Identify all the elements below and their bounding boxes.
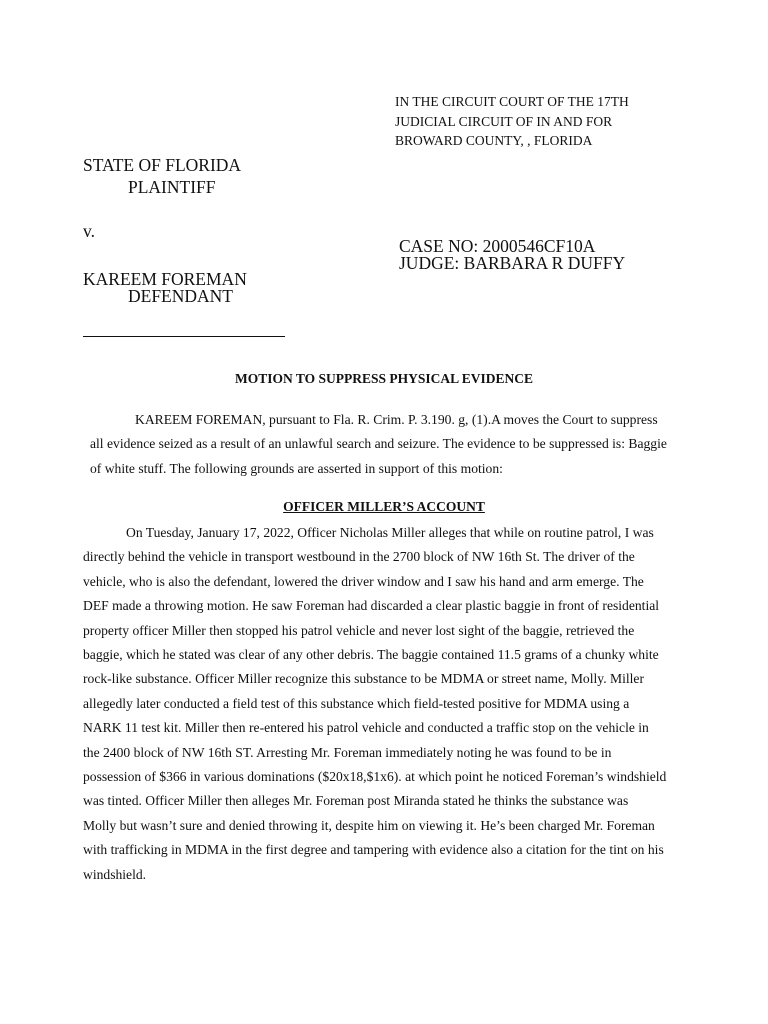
intro-line: all evidence seized as a result of an unlawful search and seizure. The evidence to be suppressed is: Baggie — [90, 436, 667, 452]
court-heading-line: IN THE CIRCUIT COURT OF THE 17TH — [395, 94, 629, 109]
intro-line: of white stuff. The following grounds are asserted in support of this motion: — [90, 460, 503, 476]
account-paragraph — [83, 521, 683, 887]
account-line: NARK 11 test kit. Miller then re-entered his patrol vehicle and conducted a traffic stop on the vehicle in — [83, 720, 649, 736]
account-line: the 2400 block of NW 16th ST. Arresting Mr. Foreman immediately noting he was found to be in — [83, 744, 612, 760]
account-line: windshield. — [83, 866, 147, 882]
account-line: with trafficking in MDMA in the first degree and tampering with evidence also a citation for the tint on his — [83, 842, 664, 858]
account-line: was tinted. Officer Miller then alleges Mr. Foreman post Miranda stated he thinks the substance was — [83, 793, 629, 809]
account-line: allegedly later conducted a field test of this substance which field-tested positive for MDMA using a — [83, 695, 630, 711]
account-line: On Tuesday, January 17, 2022, Officer Nicholas Miller alleges that while on routine patrol, I was — [126, 525, 654, 540]
account-line: baggie, which he stated was clear of any other debris. The baggie contained 11.5 grams of a chunky white — [83, 647, 659, 663]
intro-paragraph — [83, 408, 683, 481]
motion-title: MOTION TO SUPPRESS PHYSICAL EVIDENCE — [234, 371, 534, 386]
account-line: Molly but wasn’t sure and denied throwing it, despite him on viewing it. He’s been charged Mr. Foreman — [83, 817, 655, 833]
intro-line: KAREEM FOREMAN, pursuant to Fla. R. Crim. P. 3.190. g, (1).A moves the Court to suppress — [135, 412, 658, 427]
court-heading-line: BROWARD COUNTY, , FLORIDA — [395, 133, 593, 148]
account-line: possession of $366 in various dominations ($20x18,$1x6). at which point he noticed Foreman’s windshield — [83, 769, 667, 785]
plaintiff-name: STATE OF FLORIDA — [83, 155, 242, 175]
court-heading — [395, 92, 629, 151]
case-number: CASE NO: 2000546CF10A — [399, 236, 596, 256]
account-line: DEF made a throwing motion. He saw Foreman had discarded a clear plastic baggie in front of residential — [83, 598, 660, 614]
defendant-role: DEFENDANT — [128, 286, 233, 306]
versus: v. — [83, 221, 95, 241]
section-heading: OFFICER MILLER’S ACCOUNT — [283, 499, 485, 514]
judge-name: JUDGE: BARBARA R DUFFY — [399, 253, 626, 273]
account-line: vehicle, who is also the defendant, lowered the driver window and I saw his hand and arm emerge. The — [83, 573, 644, 589]
account-line: directly behind the vehicle in transport westbound in the 2700 block of NW 16th St. The driver of the — [83, 549, 635, 565]
caption-divider — [83, 336, 285, 337]
defendant-name: KAREEM FOREMAN — [83, 269, 247, 289]
account-line: property officer Miller then stopped his patrol vehicle and never lost sight of the baggie, retrieved the — [83, 622, 635, 638]
court-heading-line: JUDICIAL CIRCUIT OF IN AND FOR — [395, 113, 613, 129]
plaintiff-role: PLAINTIFF — [128, 177, 216, 197]
account-line: rock-like substance. Officer Miller recognize this substance to be MDMA or street name, Molly. Miller — [83, 671, 644, 687]
